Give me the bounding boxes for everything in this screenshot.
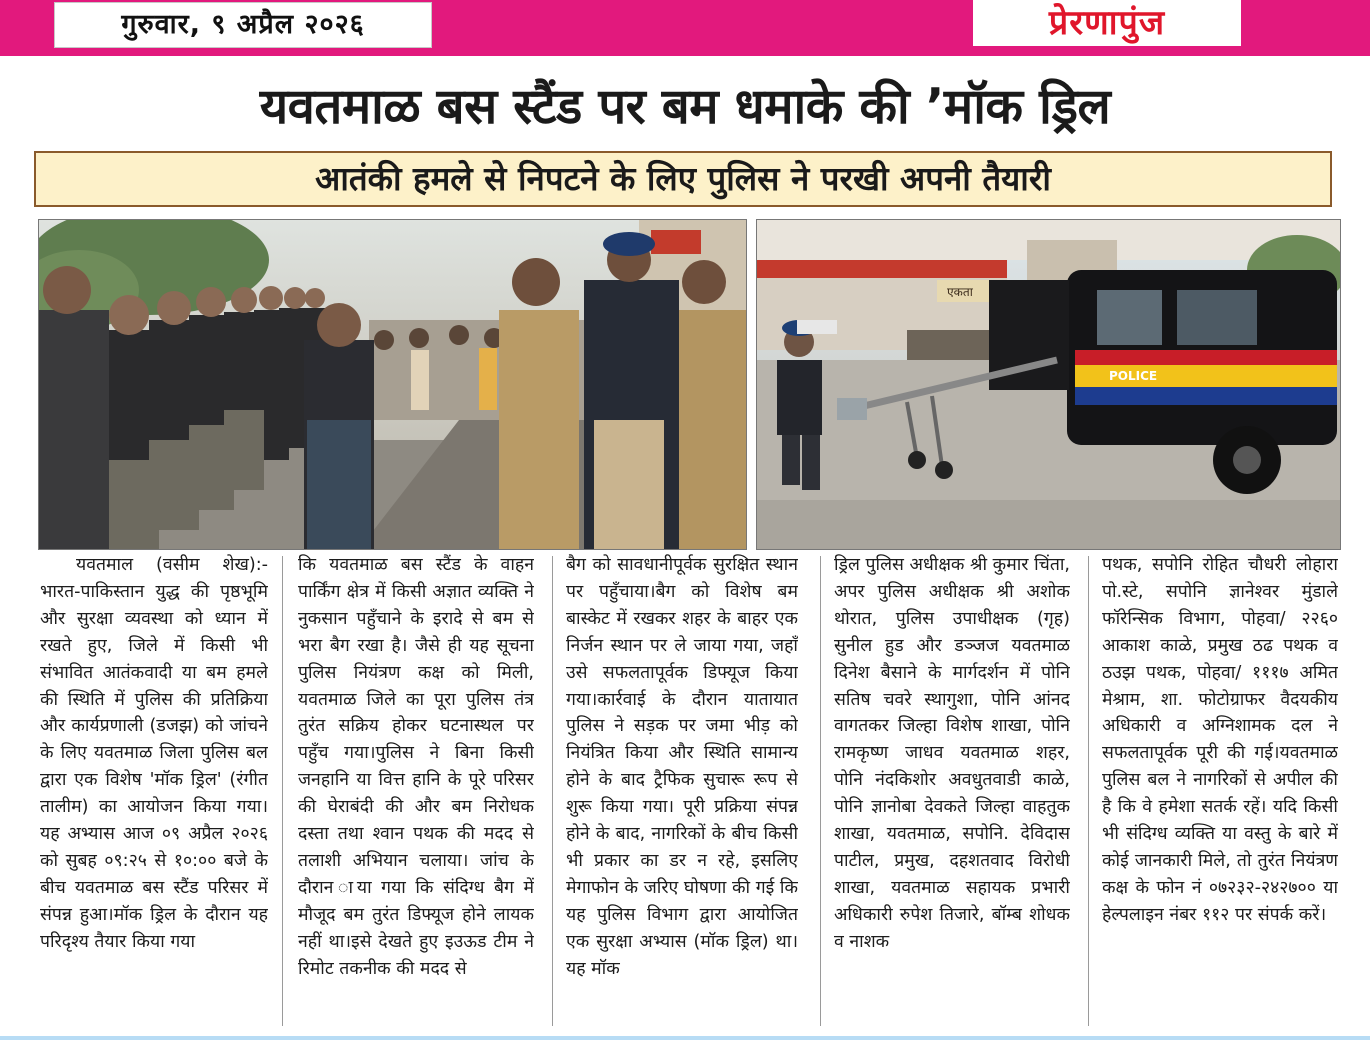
- page-bottom-border: [0, 1036, 1370, 1040]
- masthead-bar: [0, 0, 1370, 56]
- van-police-marking: POLICE: [1109, 369, 1158, 383]
- photo-police-personnel: [38, 219, 747, 550]
- article-column-5: पथक, सपोनि रोहित चौधरी लोहारा पो.स्टे, सपोनि ज्ञानेश्वर मुंडाले फॉरेन्सिक विभाग, पोहवा/ २२६० आकाश काळे, प्रमुख ठढ पथक व ठउझ पथक, पोहवा/ १११७ अमित मेश्राम, शा. फोटोग्राफर वैदयकीय अधिकारी व अग्निशामक दल ने सफलतापूर्वक पूरी की गई।यवतमाळ पुलिस बल ने नागरिकों से अपील की है कि वे हमेशा सतर्क रहें। यदि किसी भी संदिग्ध व्यक्ति या वस्तु के बारे में कोई जानकारी मिले, तो तुरंत नियंत्रण कक्ष के फोन नं ०७२३२-२४२७०० या हेल्पलाइन नंबर ११२ पर संपर्क करें।: [1102, 555, 1338, 925]
- article-body: [38, 552, 1340, 1030]
- article-subheadline: आतंकी हमले से निपटने के लिए पुलिस ने परखी अपनी तैयारी: [34, 151, 1332, 207]
- article-column-4: ड्रिल पुलिस अधीक्षक श्री कुमार चिंता, अपर पुलिस अधीक्षक श्री अशोक थोरात, पुलिस उपाधीक्षक (गृह) सुनील हुड और डञ्जज यवतमाळ दिनेश बैसाने के मार्गदर्शन में पोनि सतिष चवरे स्थागुशा, पोनि आंनद वागतकर जिल्हा विशेष शाखा, पोनि रामकृष्ण जाधव यवतमाळ शहर, पोनि नंदकिशोर अवधुतवाडी काळे, पोनि ज्ञानोबा देवकते जिल्हा वाहतुक शाखा, यवतमाळ, सपोनि. देविदास पाटील, प्रमुख, दहशतवाद विरोधी शाखा, यवतमाळ सहायक प्रभारी अधिकारी रुपेश तिजारे, बॉम्ब शोधक व नाशक: [834, 555, 1070, 952]
- issue-date: गुरुवार, ९ अप्रैल २०२६: [54, 2, 432, 48]
- article-column-2: कि यवतमाळ बस स्टैंड के वाहन पार्किंग क्षेत्र में किसी अज्ञात व्यक्ति ने नुकसान पहुँचाने के इरादे से बम से भरा बैग रखा है। जैसे ही यह सूचना पुलिस नियंत्रण कक्ष को मिली, यवतमाळ जिले का पूरा पुलिस तंत्र तुरंत सक्रिय होकर घटनास्थल पर पहुँच गया।पुलिस ने बिना किसी जनहानि या वित्त हानि के पूरे परिसर की घेराबंदी की और बम निरोधक दस्ता तथा श्वान पथक की मदद से तलाशी अभियान चलाया। जांच के दौरान ाया गया कि संदिग्ध बैग में मौजूद बम तुरंत डिफ्यूज होने लायक नहीं था।इसे देखते हुए इउऊड टीम ने रिमोट तकनीक की मदद से: [298, 555, 534, 979]
- shop-sign-text: एकता: [947, 285, 973, 299]
- article-headline: यवतमाळ बस स्टैंड पर बम धमाके की ’मॉक ड्रिल: [259, 78, 1111, 135]
- photo-bomb-disposal-team: [756, 219, 1341, 550]
- article-column-3: बैग को सावधानीपूर्वक सुरक्षित स्थान पर पहुँचाया।बैग को विशेष बम बास्केट में रखकर शहर के बाहर एक निर्जन स्थान पर ले जाया गया, जहाँ उसे सफलतापूर्वक डिफ्यूज किया गया।कार्रवाई के दौरान यातायात पुलिस ने सड़क पर जमा भीड़ को नियंत्रित किया और स्थिति सामान्य होने के बाद ट्रैफिक सुचारू रूप से शुरू किया गया। पूरी प्रक्रिया संपन्न होने के बाद, नागरिकों के बीच किसी भी प्रकार का डर न रहे, इसलिए मेगाफोन के जरिए घोषणा की गई कि यह पुलिस विभाग द्वारा आयोजित एक सुरक्षा अभ्यास (मॉक ड्रिल) था।यह मॉक: [566, 555, 798, 979]
- newspaper-logo: प्रेरणापुंज: [973, 0, 1241, 46]
- article-column-1: [40, 552, 268, 1030]
- article-column-1-text: यवतमाल (वसीम शेख):- भारत-पाकिस्तान युद्ध की पृष्ठभूमि और सुरक्षा व्यवस्था को ध्यान में रखते हुए, जिले में किसी भी संभावित आतंकवादी या बम हमले की स्थिति में पुलिस की प्रतिक्रिया और कार्यप्रणाली (डजझ) को जांचने के लिए यवतमाळ जिला पुलिस बल द्वारा एक विशेष 'मॉक ड्रिल' (रंगीत तालीम) का आयोजन किया गया। यह अभ्यास आज ०९ अप्रैल २०२६ को सुबह ०९:२५ से १०:०० बजे के बीच यवतमाळ बस स्टैंड परिसर में संपन्न हुआ।मॉक ड्रिल के दौरान यह परिदृश्य तैयार किया गया: [40, 555, 268, 952]
